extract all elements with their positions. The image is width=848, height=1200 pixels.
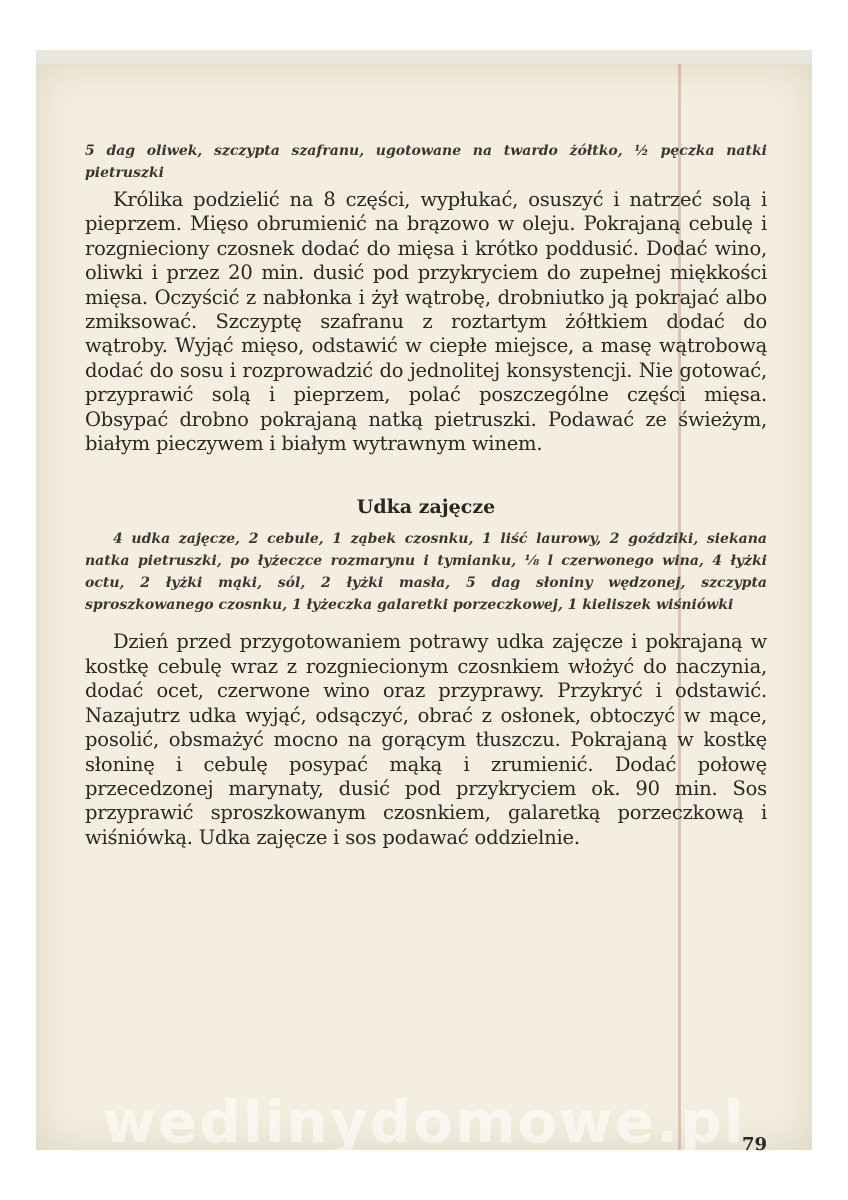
recipe1-instructions: Królika podzielić na 8 części, wypłukać, osuszyć i natrzeć solą i pieprzem. Mięso obrumienić na brązowo w oleju. Pokrajaną cebulę i rozgnieciony czosnek dodać do mięsa i krótko poddusić. Dodać wino, oliwki i przez 20 min. dusić pod przykryciem do zupełnej miękkości mięsa. Oczyścić z nabłonka i żył wątrobę, drobniutko ją pokrajać albo zmiksować. Szczyptę szafranu z roztartym żółtkiem dodać do wątroby. Wyjąć mięso, odstawić w ciepłe miejsce, a masę wątrobową dodać do sosu i rozprowadzić do jednolitej konsystencji. Nie gotować, przyprawić solą i pieprzem, polać poszczególne części mięsa. Obsypać drobno pokrajaną natką pietruszki. Podawać ze świeżym, białym pieczywem i białym wytrawnym winem. [85, 188, 767, 456]
recipe1-ingredients: 5 dag oliwek, szczypta szafranu, ugotowane na twardo żółtko, ½ pęczka natki pietruszki [85, 143, 767, 181]
recipe2-ingredients: 4 udka zajęcze, 2 cebule, 1 ząbek czosnku, 1 liść laurowy, 2 goździki, siekana natka pietruszki, po łyżeczce rozmarynu i tymianku, ⅛ l czerwonego wina, 4 łyżki octu, 2 łyżki mąki, sól, 2 łyżki masła, 5 dag słoniny wędzonej, szczypta sproszkowanego czosnku, 1 łyżeczka galaretki porzeczkowej, 1 kieliszek wiśniówki [85, 531, 767, 614]
recipe2-instructions: Dzień przed przygotowaniem potrawy udka zajęcze i pokrajaną w kostkę cebulę wraz z rozgniecionym czosnkiem włożyć do naczynia, dodać ocet, czerwone wino oraz przyprawy. Przykryć i odstawić. Nazajutrz udka wyjąć, odsączyć, obrać z osłonek, obtoczyć w mące, posolić, obsmażyć mocno na gorącym tłuszczu. Pokrajaną w kostkę słoninę i cebulę posypać mąką i zrumienić. Dodać połowę przecedzonej marynaty, dusić pod przykryciem ok. 90 min. Sos przyprawić sproszkowanym czosnkiem, galaretką porzeczkową i wiśniówką. Udka zajęcze i sos podawać oddzielnie. [85, 630, 767, 849]
recipe2-title: Udka zajęcze [356, 496, 496, 519]
page-content [85, 140, 767, 850]
site-watermark: wedlinydomowe.pl [102, 1088, 746, 1156]
page-number: 79 [742, 1134, 768, 1155]
